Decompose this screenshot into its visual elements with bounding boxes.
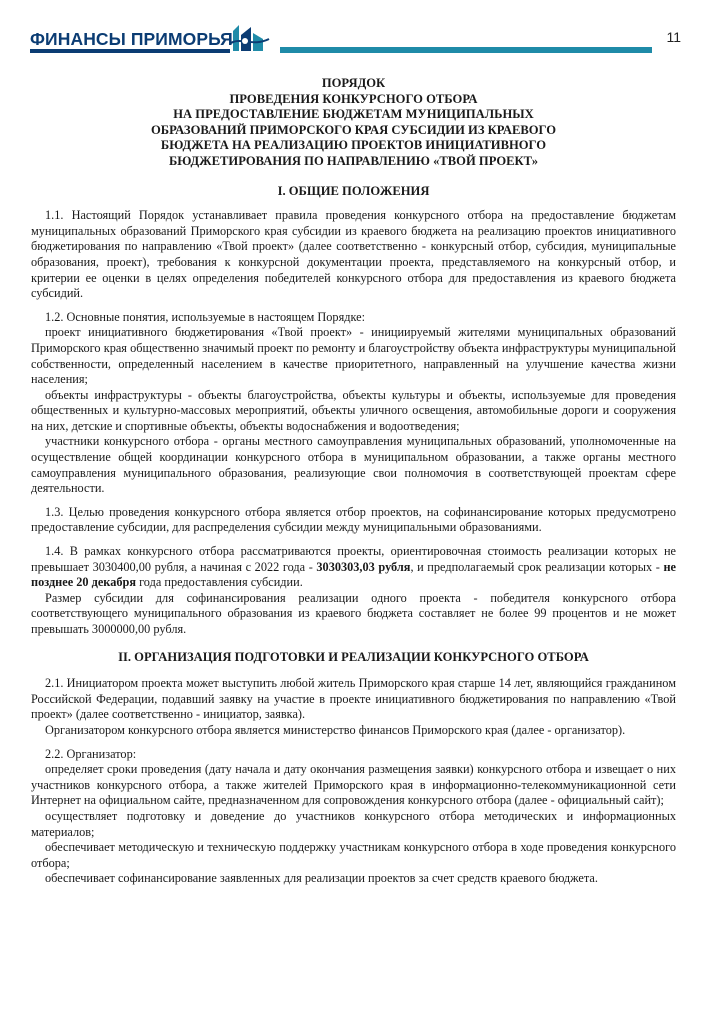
header-rule-left	[30, 49, 230, 53]
section-heading: II. ОРГАНИЗАЦИЯ ПОДГОТОВКИ И РЕАЛИЗАЦИИ КОНКУРСНОГО ОТБОРА	[118, 649, 589, 664]
organizer-duty: осуществляет подготовку и доведение до участников конкурсного отбора методических и информационных материалов;	[31, 808, 676, 839]
magazine-logo-icon	[229, 21, 271, 53]
title-line: НА ПРЕДОСТАВЛЕНИЕ БЮДЖЕТАМ МУНИЦИПАЛЬНЫХ	[173, 107, 534, 122]
title-line: ОБРАЗОВАНИЙ ПРИМОРСКОГО КРАЯ СУБСИДИИ ИЗ КРАЕВОГО	[150, 122, 557, 137]
title-line: ПОРЯДОК	[321, 76, 386, 90]
definition-participants: участники конкурсного отбора - органы местного самоуправления муниципальных образований, уполномоченные на осуществление общей координации конкурсного отбора в муниципальном образовании, а также органы местного самоуправления муниципального образования, реализующие свои полномочия в соответствующей проектам сфере деятельности.	[31, 434, 676, 496]
organizer-duty: определяет сроки проведения (дату начала и дату окончания размещения заявки) конкурсного отбора и извещает о них участников конкурсного отбора, а также жителей Приморского края в информационно-телекоммуникационной сети Интернет на официальном сайте, предназначенном для сопровождения конкурсного отбора (далее - официальный сайт);	[31, 762, 676, 808]
section-heading: I. ОБЩИЕ ПОЛОЖЕНИЯ	[277, 183, 430, 198]
definition-infrastructure: объекты инфраструктуры - объекты благоустройства, объекты культуры и объекты, используемые для проведения общественных и культурно-массовых мероприятий, объекты уличного освещения, автомобильные дороги и сооружения на них, детские и спортивные объекты, объекты водоснабжения и водоотведения;	[31, 387, 676, 433]
text-run: , и предполагаемый срок реализации которых -	[410, 559, 664, 574]
paragraph-1-4-subsidy: Размер субсидии для софинансирования реализации одного проекта - победителя конкурсного отбора соответствующего муниципального образования из краевого бюджета составляет не более 99 процентов и не может превышать 3000000,00 рубля.	[31, 590, 676, 636]
bold-deadline: не позднее 20 декабря	[31, 559, 676, 590]
magazine-title: ФИНАНСЫ ПРИМОРЬЯ	[30, 29, 233, 49]
text-run: 1.4. В рамках конкурсного отбора рассматриваются проекты, ориентировочная стоимость реализации которых не превышает 3030400,00 рубля, а начиная с 2022 года -	[31, 544, 676, 574]
page-number: 11	[666, 29, 681, 45]
page-header	[0, 0, 715, 56]
bold-amount: 3030303,03 рубля	[316, 559, 411, 574]
paragraph-2-2-intro: 2.2. Организатор:	[45, 746, 137, 761]
title-line: БЮДЖЕТИРОВАНИЯ ПО НАПРАВЛЕНИЮ «ТВОЙ ПРОЕКТ»	[168, 153, 539, 168]
paragraph-2-1-organizer: Организатором конкурсного отбора является министерство финансов Приморского края (далее - организатор).	[45, 722, 626, 737]
organizer-duty: обеспечивает софинансирование заявленных для реализации проектов за счет средств краевого бюджета.	[45, 871, 598, 886]
text-run: года предоставления субсидии.	[136, 575, 303, 590]
paragraph-1-1: 1.1. Настоящий Порядок устанавливает правила проведения конкурсного отбора на предоставление бюджетам муниципальных образований Приморского края субсидии из краевого бюджета на реализацию проектов инициативного бюджетирования по направлению «Твой проект» (далее соответственно - конкурсный отбор, субсидия, муниципальные образования, проект), требования к конкурсной документации проекта, представляемого на конкурсный отбор, и критерии ее оценки в целях определения победителей конкурсного отбора для предоставления из краевого бюджета субсидий.	[31, 208, 676, 301]
article-body	[31, 76, 676, 887]
document-title	[31, 76, 676, 170]
definition-project: проект инициативного бюджетирования «Твой проект» - инициируемый жителями муниципальных образований Приморского края общественно значимый проект по ремонту и благоустройству объекта инфраструктуры муниципальной собственности, определенный населением в качестве приоритетного, направленный на улучшение качества жизни населения;	[31, 325, 676, 387]
paragraph-1-4	[31, 544, 676, 591]
paragraph-1-2-intro: 1.2. Основные понятия, используемые в настоящем Порядке:	[45, 309, 366, 324]
header-rule-right	[280, 47, 652, 53]
title-line: БЮДЖЕТА НА РЕАЛИЗАЦИЮ ПРОЕКТОВ ИНИЦИАТИВНОГО	[160, 138, 547, 153]
paragraph-2-1: 2.1. Инициатором проекта может выступить любой житель Приморского края старше 14 лет, являющийся гражданином Российской Федерации, подавший заявку на участие в проекте инициативного бюджетирования по направлению «Твой проект» (далее соответственно - инициатор, заявка).	[31, 676, 676, 722]
title-line: ПРОВЕДЕНИЯ КОНКУРСНОГО ОТБОРА	[229, 91, 478, 106]
paragraph-1-3: 1.3. Целью проведения конкурсного отбора является отбор проектов, на софинансирование которых предусмотрено предоставление субсидии, для распределения субсидии между муниципальными образованиями.	[31, 504, 676, 535]
organizer-duty: обеспечивает методическую и техническую поддержку участникам конкурсного отбора в ходе проведения конкурсного отбора;	[31, 840, 676, 870]
